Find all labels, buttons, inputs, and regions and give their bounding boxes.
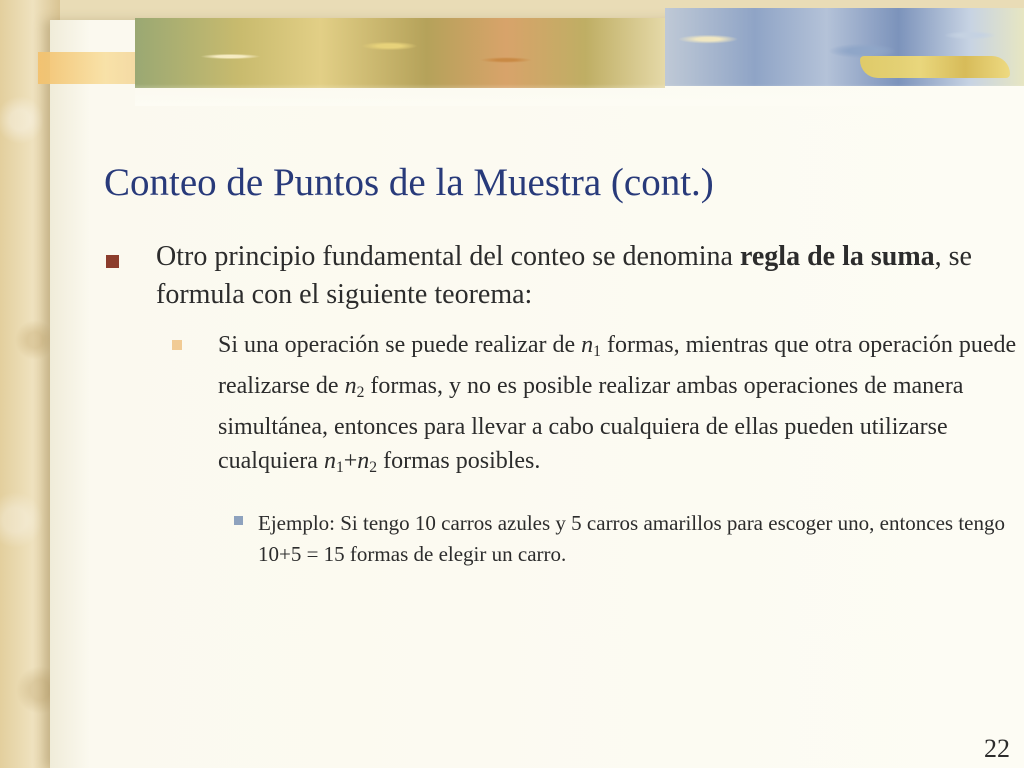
bullet2-a: Si una operación se puede realizar de — [218, 332, 582, 358]
bullet-square-icon — [172, 340, 182, 350]
slide-title: Conteo de Puntos de la Muestra (cont.) — [104, 161, 714, 204]
decorative-banner-leaves — [135, 18, 665, 88]
bullet2-c: formas, y no es posible realizar ambas operaciones de manera simultánea, entonces para llevar a cabo cualquiera de ellas pueden utilizarse cualquiera — [218, 372, 964, 474]
bullet1-part1: Otro principio fundamental del conteo se denomina — [156, 241, 740, 272]
sub-1: 1 — [593, 342, 601, 360]
page-number: 22 — [984, 734, 1010, 763]
banner-fade — [135, 84, 1024, 106]
bullet1-bold-term: regla de la suma — [739, 241, 935, 272]
bullet-level1-text — [156, 238, 1006, 314]
bullet-level3-text: Ejemplo: Si tengo 10 carros azules y 5 carros amarillos para escoger uno, entonces tengo 10+5 = 15 formas de elegir un carro. — [258, 511, 1006, 566]
bullet-square-icon — [106, 255, 119, 268]
bullet2-b: formas, mientras que otra operación puede realizarse de — [218, 332, 1017, 399]
bullet2-d: formas posibles. — [377, 447, 541, 474]
var-n2: n — [344, 372, 357, 399]
var-sum-n1: n — [323, 447, 336, 474]
decorative-leaf-shape — [860, 56, 1010, 78]
decorative-banner-left — [38, 52, 150, 84]
var-sum-n2: n — [357, 447, 370, 474]
sub-sum-2: 2 — [369, 458, 378, 476]
plus-sign: + — [343, 447, 358, 474]
bullet1-part2: , se formula con el siguiente teorema: — [156, 241, 972, 310]
bullet-level2-text — [218, 328, 1018, 485]
var-n1: n — [581, 332, 594, 358]
sub-sum-1: 1 — [335, 458, 344, 476]
bullet-square-icon — [234, 516, 243, 525]
sub-2: 2 — [356, 383, 365, 401]
